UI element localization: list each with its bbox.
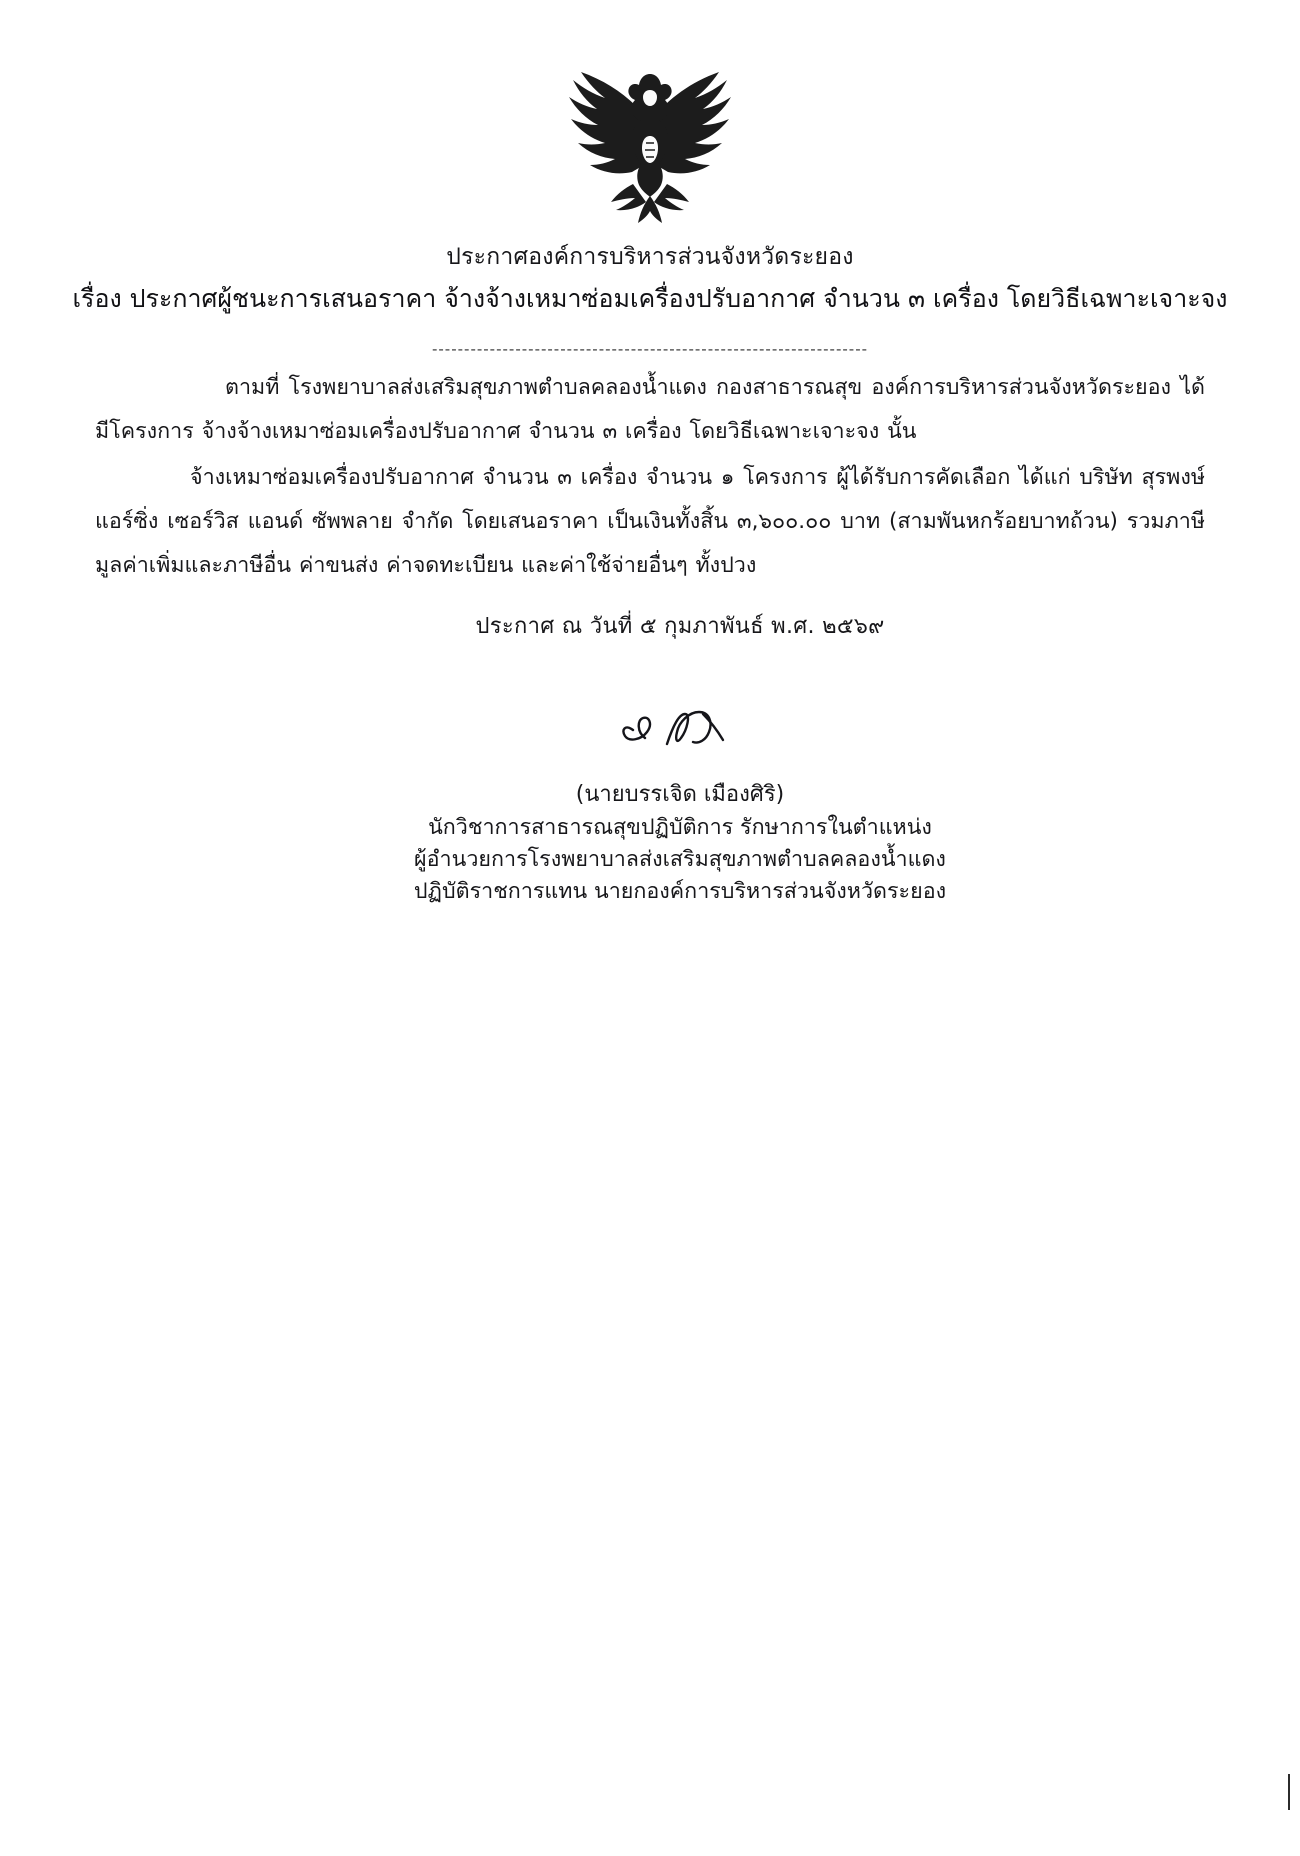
signer-role-line-1: นักวิชาการสาธารณสุขปฏิบัติการ รักษาการในตำแหน่ง bbox=[428, 815, 932, 840]
subject-title: เรื่อง ประกาศผู้ชนะการเสนอราคา จ้างจ้างเหมาซ่อมเครื่องปรับอากาศ จำนวน ๓ เครื่อง โดยวิธีเฉพาะเจาะจง bbox=[72, 284, 1228, 313]
document-body bbox=[95, 366, 1205, 590]
paragraph-award-text: จ้างเหมาซ่อมเครื่องปรับอากาศ จำนวน ๓ เครื่อง จำนวน ๑ โครงการ ผู้ได้รับการคัดเลือก ได้แก่ บริษัท สุรพงษ์ แอร์ซิ่ง เซอร์วิส แอนด์ ซัพพลาย จำกัด โดยเสนอราคา เป็นเงินทั้งสิ้น ๓,๖๐๐.๐๐ บาท (สามพันหกร้อยบาทถ้วน) รวมภาษีมูลค่าเพิ่มและภาษีอื่น ค่าขนส่ง ค่าจดทะเบียน และค่าใช้จ่ายอื่นๆ ทั้งปวง bbox=[95, 465, 1205, 578]
organization-title: ประกาศองค์การบริหารส่วนจังหวัดระยอง bbox=[446, 244, 854, 270]
signer-block bbox=[0, 778, 1300, 908]
scan-artifact bbox=[1288, 1774, 1290, 1810]
signer-role-line-3: ปฏิบัติราชการแทน นายกองค์การบริหารส่วนจังหวัดระยอง bbox=[413, 879, 947, 904]
signer-name: (นายบรรเจิด เมืองศิริ) bbox=[575, 782, 785, 807]
divider-rule: -------------------------------------------------------------------- bbox=[431, 340, 869, 358]
paragraph-award bbox=[95, 456, 1205, 588]
paragraph-background-text: ตามที่ โรงพยาบาลส่งเสริมสุขภาพตำบลคลองน้ำแดง กองสาธารณสุข องค์การบริหารส่วนจังหวัดระยอง ได้มีโครงการ จ้างจ้างเหมาซ่อมเครื่องปรับอากาศ จำนวน ๓ เครื่อง โดยวิธีเฉพาะเจาะจง นั้น bbox=[95, 375, 1205, 444]
emblem-container bbox=[0, 58, 1300, 233]
document-heading bbox=[0, 240, 1300, 318]
signer-role-line-2: ผู้อำนวยการโรงพยาบาลส่งเสริมสุขภาพตำบลคลองน้ำแดง bbox=[414, 847, 946, 872]
signature-container bbox=[0, 700, 1300, 760]
paragraph-background bbox=[95, 366, 1205, 454]
announcement-date: ประกาศ ณ วันที่ ๕ กุมภาพันธ์ พ.ศ. ๒๕๖๙ bbox=[475, 614, 885, 639]
garuda-emblem bbox=[545, 58, 755, 233]
signature-mark bbox=[615, 700, 745, 760]
